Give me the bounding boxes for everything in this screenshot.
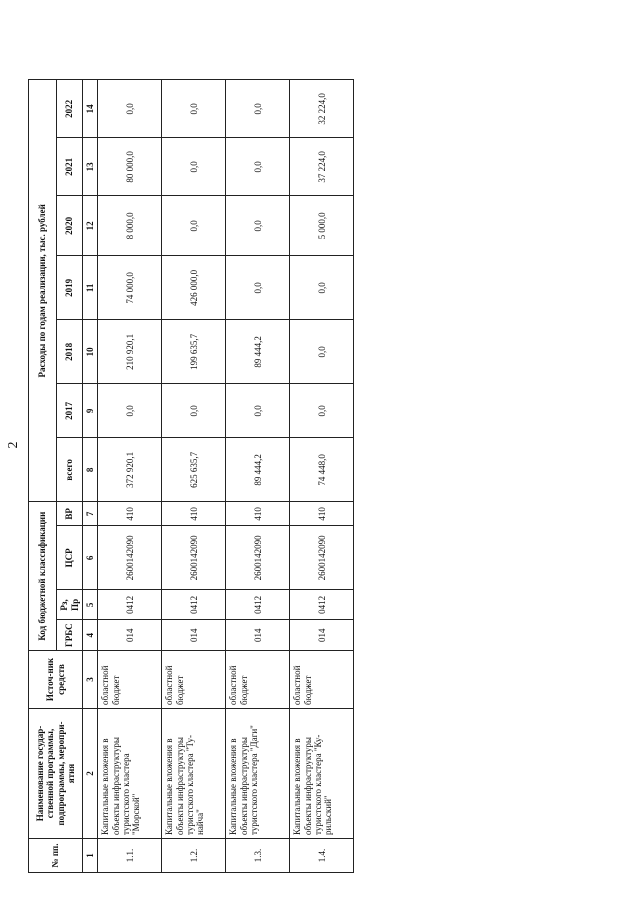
column-index: 8 <box>83 438 98 502</box>
row-source: областной бюджет <box>290 651 354 709</box>
row-rzpr: 0412 <box>98 590 162 620</box>
column-index: 14 <box>83 80 98 138</box>
column-index: 2 <box>83 709 98 839</box>
column-index: 7 <box>83 502 98 526</box>
page-number: 2 <box>6 441 21 449</box>
header-expenses: Расходы по годам реализации, тыс. рублей <box>29 80 57 502</box>
row-name: Капитальные вложения в объекты инфраструктуры туристского кластера "Даги" <box>226 709 290 839</box>
row-2019: 74 000,0 <box>98 256 162 320</box>
row-csr: 2600142090 <box>98 526 162 590</box>
header-no: № пп. <box>29 839 83 873</box>
row-source: областной бюджет <box>162 651 226 709</box>
header-grbs: ГРБС <box>57 620 83 651</box>
row-2021: 0,0 <box>162 138 226 196</box>
header-2018: 2018 <box>57 320 83 384</box>
header-budget-code: Код бюджетной классификации <box>29 502 57 651</box>
row-rzpr: 0412 <box>226 590 290 620</box>
expenses-table <box>28 79 354 873</box>
table-row <box>162 80 226 873</box>
row-2017: 0,0 <box>226 384 290 438</box>
row-2020: 5 000,0 <box>290 196 354 256</box>
row-source: областной бюджет <box>98 651 162 709</box>
row-grbs: 014 <box>98 620 162 651</box>
row-2019: 426 000,0 <box>162 256 226 320</box>
row-2019: 0,0 <box>226 256 290 320</box>
row-2018: 0,0 <box>290 320 354 384</box>
column-index: 9 <box>83 384 98 438</box>
row-total: 74 448,0 <box>290 438 354 502</box>
row-2020: 0,0 <box>226 196 290 256</box>
row-2022: 0,0 <box>162 80 226 138</box>
row-rzpr: 0412 <box>162 590 226 620</box>
table-row <box>98 80 162 873</box>
row-total: 89 444,2 <box>226 438 290 502</box>
row-2017: 0,0 <box>162 384 226 438</box>
row-grbs: 014 <box>226 620 290 651</box>
row-vr: 410 <box>162 502 226 526</box>
row-number: 1.2. <box>162 839 226 873</box>
row-total: 372 920,1 <box>98 438 162 502</box>
column-index: 3 <box>83 651 98 709</box>
header-2022: 2022 <box>57 80 83 138</box>
column-index: 5 <box>83 590 98 620</box>
row-number: 1.3. <box>226 839 290 873</box>
table-row <box>290 80 354 873</box>
column-index: 11 <box>83 256 98 320</box>
row-2022: 0,0 <box>98 80 162 138</box>
header-csr: ЦСР <box>57 526 83 590</box>
header-2021: 2021 <box>57 138 83 196</box>
row-csr: 2600142090 <box>290 526 354 590</box>
column-index: 10 <box>83 320 98 384</box>
row-2019: 0,0 <box>290 256 354 320</box>
row-2021: 80 000,0 <box>98 138 162 196</box>
row-csr: 2600142090 <box>162 526 226 590</box>
row-2020: 0,0 <box>162 196 226 256</box>
row-vr: 410 <box>98 502 162 526</box>
header-2019: 2019 <box>57 256 83 320</box>
header-rzpr: Рз, Пр <box>57 590 83 620</box>
column-index: 13 <box>83 138 98 196</box>
row-name: Капитальные вложения в объекты инфраструктуры туристского кластера "Морской" <box>98 709 162 839</box>
header-vr: ВР <box>57 502 83 526</box>
row-rzpr: 0412 <box>290 590 354 620</box>
column-index: 6 <box>83 526 98 590</box>
row-2020: 8 000,0 <box>98 196 162 256</box>
row-2018: 89 444,2 <box>226 320 290 384</box>
header-name: Наименование государ-ственной программы, подпрограммы, меропри-ятия <box>29 709 83 839</box>
row-2021: 37 224,0 <box>290 138 354 196</box>
row-vr: 410 <box>290 502 354 526</box>
row-vr: 410 <box>226 502 290 526</box>
row-name: Капитальные вложения в объекты инфраструктуры туристского кластера "Ку-рильский" <box>290 709 354 839</box>
row-2021: 0,0 <box>226 138 290 196</box>
row-2018: 210 920,1 <box>98 320 162 384</box>
column-index: 1 <box>83 839 98 873</box>
row-2022: 32 224,0 <box>290 80 354 138</box>
row-total: 625 635,7 <box>162 438 226 502</box>
header-2017: 2017 <box>57 384 83 438</box>
row-csr: 2600142090 <box>226 526 290 590</box>
table-row <box>226 80 290 873</box>
row-number: 1.1. <box>98 839 162 873</box>
row-2022: 0,0 <box>226 80 290 138</box>
row-source: областной бюджет <box>226 651 290 709</box>
header-total: всего <box>57 438 83 502</box>
column-index: 4 <box>83 620 98 651</box>
row-name: Капитальные вложения в объекты инфраструктуры туристского кластера "Ту-найча" <box>162 709 226 839</box>
row-grbs: 014 <box>162 620 226 651</box>
row-2018: 199 635,7 <box>162 320 226 384</box>
row-number: 1.4. <box>290 839 354 873</box>
row-2017: 0,0 <box>98 384 162 438</box>
column-index: 12 <box>83 196 98 256</box>
row-grbs: 014 <box>290 620 354 651</box>
row-2017: 0,0 <box>290 384 354 438</box>
header-2020: 2020 <box>57 196 83 256</box>
header-source: Источ-ник средств <box>29 651 83 709</box>
